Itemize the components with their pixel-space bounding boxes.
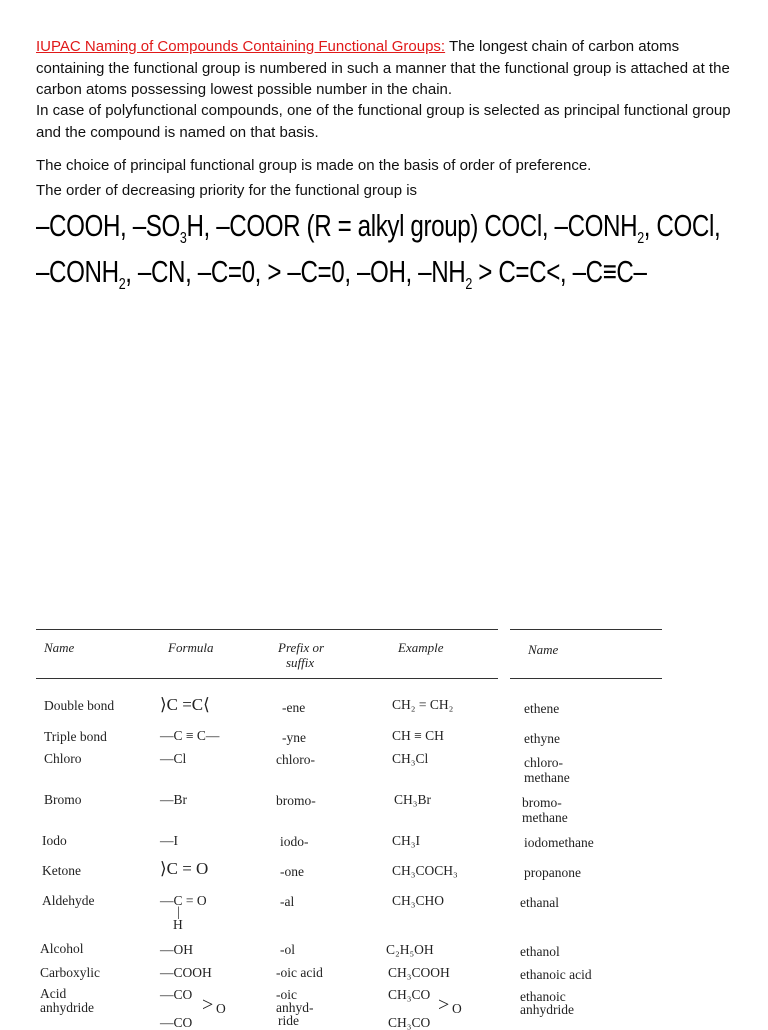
row-anhydride-name: Acid — [40, 986, 67, 1001]
row-double-bond-prefix: -ene — [282, 700, 306, 715]
row-alcohol-example: C₂H₅OH — [386, 942, 434, 957]
row-aldehyde-formula-h: H — [173, 917, 183, 932]
row-iodo-formula: —I — [160, 833, 178, 848]
row-aldehyde-formula: —C = O — [160, 893, 207, 908]
polyfunctional-paragraph: In case of polyfunctional compounds, one of the functional group is selected as principal functional group and the compound is named on that basis. — [36, 102, 731, 141]
row-anhydride-formula-2: —CO — [160, 1015, 193, 1030]
row-ketone-iupac: propanone — [524, 865, 581, 880]
row-triple-bond-example: CH ≡ CH — [392, 728, 444, 743]
row-aldehyde-example: CH₃CHO — [392, 893, 444, 908]
row-anhydride-bridge: > — [202, 994, 214, 1016]
row-double-bond-iupac: ethene — [524, 701, 560, 716]
row-bromo-iupac-2: methane — [522, 810, 568, 825]
row-anhydride-prefix-2: anhyd- — [276, 1000, 314, 1015]
row-anhydride-example: CH₃CO — [388, 987, 431, 1002]
header-example: Example — [398, 640, 444, 655]
preference-line-1: The choice of principal functional group is made on the basis of order of preference. — [36, 157, 592, 174]
table-header-rule — [36, 678, 498, 679]
row-aldehyde-prefix: -al — [280, 894, 295, 909]
row-triple-bond-prefix: -yne — [282, 730, 306, 745]
row-chloro-example: CH₃Cl — [392, 751, 429, 766]
row-chloro-prefix: chloro- — [276, 752, 315, 767]
row-carboxylic-name: Carboxylic — [40, 965, 100, 980]
row-double-bond-formula: ⟩C =C⟨ — [160, 695, 210, 714]
row-alcohol-iupac: ethanol — [520, 944, 560, 959]
row-ketone-formula: ⟩C = O — [160, 859, 209, 878]
header-name-2: Name — [528, 642, 559, 657]
header-name: Name — [44, 640, 75, 655]
row-chloro-formula: —Cl — [160, 751, 187, 766]
row-carboxylic-iupac: ethanoic acid — [520, 967, 592, 982]
intro-paragraph — [36, 36, 736, 101]
row-double-bond-name: Double bond — [44, 698, 115, 713]
row-ketone-prefix: -one — [280, 864, 304, 879]
row-anhydride-prefix-3: ride — [278, 1013, 299, 1028]
section-heading-link[interactable]: IUPAC Naming of Compounds Containing Functional Groups: — [36, 38, 446, 55]
row-bromo-iupac: bromo- — [522, 795, 562, 810]
priority-order-line-2: $-CONH_2$, –CN, –C=0, > –C=0, –OH, $-NH_2 > C=C<$, –C≡C– — [36, 254, 647, 294]
table-top-rule-right — [510, 629, 662, 630]
row-chloro-iupac-2: methane — [524, 770, 570, 785]
row-chloro-iupac: chloro- — [524, 755, 563, 770]
row-ketone-name: Ketone — [42, 863, 81, 878]
row-carboxylic-prefix: -oic acid — [276, 965, 323, 980]
row-iodo-example: CH₃I — [392, 833, 420, 848]
row-anhydride-example-2: CH₃CO — [388, 1015, 431, 1030]
row-anhydride-iupac: ethanoic — [520, 989, 566, 1004]
header-prefix: Prefix or — [278, 640, 325, 655]
row-carboxylic-formula: —COOH — [160, 965, 212, 980]
row-bromo-example: CH₃Br — [394, 792, 431, 807]
row-anhydride-prefix: -oic — [276, 987, 297, 1002]
row-anhydride-formula-o: O — [216, 1001, 226, 1016]
row-carboxylic-example: CH₃COOH — [388, 965, 450, 980]
row-triple-bond-name: Triple bond — [44, 729, 107, 744]
row-anhydride-formula: —CO — [160, 987, 193, 1002]
row-anhydride-example-o: O — [452, 1001, 462, 1016]
intro-text: The longest chain of carbon atoms containing the functional group is numbered in such a manner that the functional group is attached at the carbon atoms possessing lowest possible number in the chain. — [36, 38, 730, 98]
row-triple-bond-formula: —C ≡ C— — [160, 728, 220, 743]
row-iodo-iupac: iodomethane — [524, 835, 594, 850]
row-double-bond-example: CH₂ = CH₂ — [392, 697, 454, 712]
row-bromo-prefix: bromo- — [276, 793, 316, 808]
row-aldehyde-bond-line: | — [177, 904, 180, 919]
row-alcohol-name: Alcohol — [40, 941, 84, 956]
row-aldehyde-iupac: ethanal — [520, 895, 559, 910]
row-alcohol-formula: —OH — [160, 942, 193, 957]
priority-order-line-1: –COOH, $-SO_3H$, –COOR (R = alkyl group) COCl, $-CONH_2$, COCl, — [36, 208, 721, 248]
header-suffix: suffix — [286, 655, 315, 670]
row-anhydride-name-2: anhydride — [40, 1000, 94, 1015]
row-triple-bond-iupac: ethyne — [524, 731, 560, 746]
row-anhydride-example-bridge: > — [438, 994, 450, 1016]
row-aldehyde-name: Aldehyde — [42, 893, 95, 908]
row-chloro-name: Chloro — [44, 751, 82, 766]
row-iodo-name: Iodo — [42, 833, 67, 848]
row-iodo-prefix: iodo- — [280, 834, 309, 849]
header-formula: Formula — [168, 640, 214, 655]
preference-line-2: The order of decreasing priority for the functional group is — [36, 182, 418, 199]
row-anhydride-iupac-2: anhydride — [520, 1002, 574, 1017]
row-alcohol-prefix: -ol — [280, 942, 295, 957]
row-ketone-example: CH₃COCH₃ — [392, 863, 458, 878]
table-header-rule-right — [510, 678, 662, 679]
row-bromo-formula: —Br — [160, 792, 187, 807]
table-top-rule — [36, 629, 498, 630]
row-bromo-name: Bromo — [44, 792, 82, 807]
functional-group-table — [36, 628, 662, 1030]
